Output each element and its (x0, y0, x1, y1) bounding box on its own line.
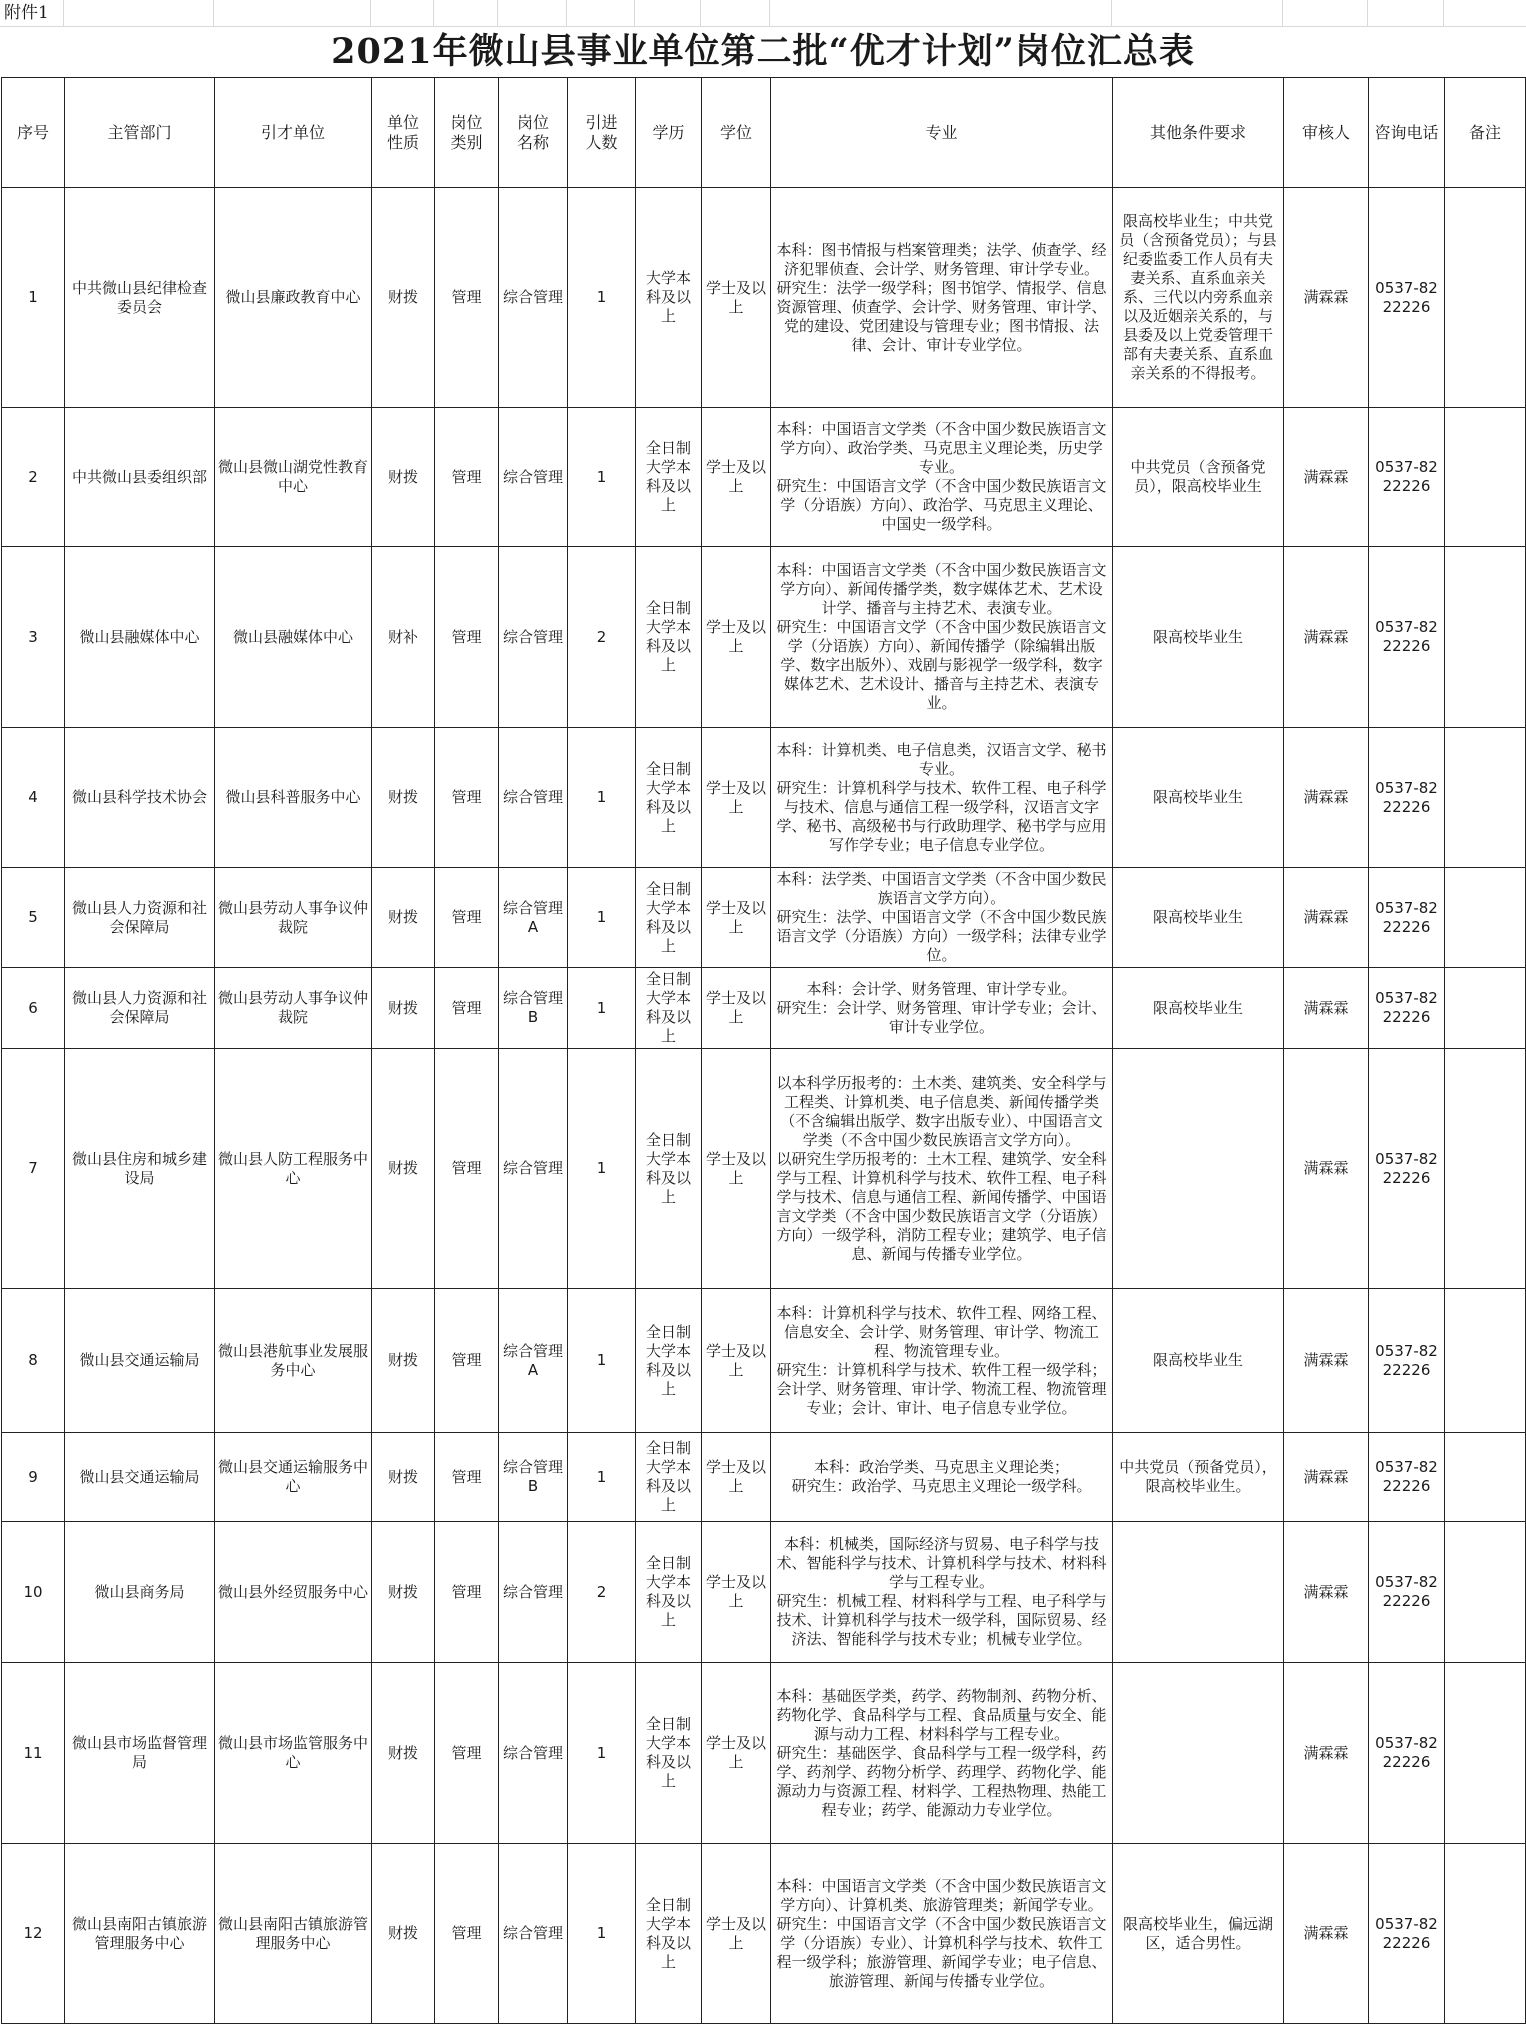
cell-conditions (1113, 1049, 1284, 1289)
cell-unit: 微山县交通运输服务中心 (215, 1433, 372, 1522)
cell-category: 管理 (435, 1289, 499, 1433)
cell-unit: 微山县人防工程服务中心 (215, 1049, 372, 1289)
header-phone: 咨询电话 (1369, 78, 1445, 188)
grid-divider (497, 0, 498, 26)
cell-nature: 财拨 (372, 968, 435, 1049)
cell-degree: 学士及以上 (702, 1049, 771, 1289)
header-nature-label: 单位性质 (386, 112, 419, 152)
cell-seq: 9 (2, 1433, 65, 1522)
cell-dept: 微山县交通运输局 (65, 1433, 215, 1522)
cell-degree: 学士及以上 (702, 188, 771, 408)
cell-reviewer: 满霖霖 (1284, 868, 1369, 968)
cell-education: 全日制大学本科及以上 (636, 1522, 702, 1663)
cell-seq: 6 (2, 968, 65, 1049)
cell-remark (1445, 1049, 1526, 1289)
cell-degree: 学士及以上 (702, 1289, 771, 1433)
cell-reviewer: 满霖霖 (1284, 968, 1369, 1049)
table-row (2, 868, 1526, 968)
cell-unit: 微山县港航事业发展服务中心 (215, 1289, 372, 1433)
cell-phone: 0537-8222226 (1369, 1433, 1445, 1522)
cell-major: 本科：会计学、财务管理、审计学专业。 研究生：会计学、财务管理、审计学专业；会计、审计专业学位。 (771, 968, 1113, 1049)
grid-divider (433, 0, 434, 26)
cell-category: 管理 (435, 728, 499, 868)
cell-degree: 学士及以上 (702, 408, 771, 547)
cell-degree: 学士及以上 (702, 868, 771, 968)
cell-dept: 微山县科学技术协会 (65, 728, 215, 868)
cell-conditions (1113, 1522, 1284, 1663)
cell-phone: 0537-8222226 (1369, 547, 1445, 728)
cell-nature: 财拨 (372, 868, 435, 968)
cell-phone: 0537-8222226 (1369, 188, 1445, 408)
cell-education: 全日制大学本科及以上 (636, 728, 702, 868)
cell-post: 综合管理 (499, 547, 568, 728)
cell-degree: 学士及以上 (702, 1522, 771, 1663)
cell-remark (1445, 1844, 1526, 2024)
cell-major: 本科：图书情报与档案管理类；法学、侦查学、经济犯罪侦查、会计学、财务管理、审计学专业。 研究生：法学一级学科；图书馆学、情报学、信息资源管理、侦查学、会计学、财务管理、审计学、党的建设、党团建设与管理专业；图书情报、法律、会计、审计专业学位。 (771, 188, 1113, 408)
cell-major: 以本科学历报考的：土木类、建筑类、安全科学与工程类、计算机类、电子信息类、新闻传播学类（不含编辑出版学、数字出版专业）、中国语言文学类（不含中国少数民族语言文学方向）。 以研究生学历报考的：土木工程、建筑学、安全科学与工程、计算机科学与技术、软件工程、电子科学与技术、信息与通信工程、新闻传播学、中国语言文学类（不含中国少数民族语言文学（分语族）方向）一级学科，消防工程专业；建筑学、电子信息、新闻与传播专业学位。 (771, 1049, 1113, 1289)
positions-table (1, 77, 1526, 2024)
cell-education: 全日制大学本科及以上 (636, 868, 702, 968)
cell-category: 管理 (435, 1049, 499, 1289)
cell-count: 1 (568, 188, 636, 408)
cell-reviewer: 满霖霖 (1284, 1522, 1369, 1663)
cell-reviewer: 满霖霖 (1284, 1663, 1369, 1844)
cell-reviewer: 满霖霖 (1284, 547, 1369, 728)
cell-unit: 微山县市场监管服务中心 (215, 1663, 372, 1844)
cell-conditions: 中共党员（含预备党员），限高校毕业生 (1113, 408, 1284, 547)
cell-unit: 微山县科普服务中心 (215, 728, 372, 868)
cell-post: 综合管理B (499, 1433, 568, 1522)
cell-phone: 0537-8222226 (1369, 1663, 1445, 1844)
header-category-label: 岗位类别 (450, 112, 483, 152)
cell-count: 2 (568, 547, 636, 728)
header-dept: 主管部门 (65, 78, 215, 188)
table-row (2, 1289, 1526, 1433)
cell-conditions: 限高校毕业生 (1113, 868, 1284, 968)
cell-category: 管理 (435, 868, 499, 968)
cell-unit: 微山县劳动人事争议仲裁院 (215, 868, 372, 968)
table-row (2, 1522, 1526, 1663)
cell-category: 管理 (435, 1522, 499, 1663)
cell-unit: 微山县廉政教育中心 (215, 188, 372, 408)
cell-phone: 0537-8222226 (1369, 728, 1445, 868)
cell-unit: 微山县劳动人事争议仲裁院 (215, 968, 372, 1049)
cell-degree: 学士及以上 (702, 547, 771, 728)
cell-seq: 10 (2, 1522, 65, 1663)
cell-count: 2 (568, 1522, 636, 1663)
table-row (2, 1049, 1526, 1289)
cell-category: 管理 (435, 1663, 499, 1844)
table-row (2, 1844, 1526, 2024)
cell-dept: 微山县人力资源和社会保障局 (65, 968, 215, 1049)
cell-seq: 2 (2, 408, 65, 547)
cell-seq: 11 (2, 1663, 65, 1844)
attachment-label: 附件1 (4, 3, 49, 23)
cell-degree: 学士及以上 (702, 1663, 771, 1844)
cell-conditions: 限高校毕业生 (1113, 728, 1284, 868)
cell-reviewer: 满霖霖 (1284, 408, 1369, 547)
table-row (2, 408, 1526, 547)
cell-post: 综合管理A (499, 868, 568, 968)
cell-remark (1445, 188, 1526, 408)
cell-post: 综合管理A (499, 1289, 568, 1433)
cell-education: 全日制大学本科及以上 (636, 1663, 702, 1844)
cell-conditions: 限高校毕业生；中共党员（含预备党员）；与县纪委监委工作人员有夫妻关系、直系血亲关系、三代以内旁系血亲以及近姻亲关系的，与县委及以上党委管理干部有夫妻关系、直系血亲关系的不得报考。 (1113, 188, 1284, 408)
grid-divider (634, 0, 635, 26)
cell-unit: 微山县微山湖党性教育中心 (215, 408, 372, 547)
cell-reviewer: 满霖霖 (1284, 1844, 1369, 2024)
cell-dept: 微山县市场监督管理局 (65, 1663, 215, 1844)
cell-post: 综合管理 (499, 188, 568, 408)
table-header-row (2, 78, 1526, 188)
grid-divider (370, 0, 371, 26)
header-category (435, 78, 499, 188)
cell-degree: 学士及以上 (702, 728, 771, 868)
cell-post: 综合管理 (499, 1663, 568, 1844)
header-nature (372, 78, 435, 188)
cell-nature: 财拨 (372, 728, 435, 868)
cell-dept: 中共微山县委组织部 (65, 408, 215, 547)
cell-category: 管理 (435, 1433, 499, 1522)
grid-divider (213, 0, 214, 26)
cell-post: 综合管理B (499, 968, 568, 1049)
table-row (2, 547, 1526, 728)
cell-nature: 财拨 (372, 1049, 435, 1289)
cell-reviewer: 满霖霖 (1284, 728, 1369, 868)
grid-divider (1367, 0, 1368, 26)
cell-education: 大学本科及以上 (636, 188, 702, 408)
cell-seq: 8 (2, 1289, 65, 1433)
cell-education: 全日制大学本科及以上 (636, 1844, 702, 2024)
page-title: 2021年微山县事业单位第二批“优才计划”岗位汇总表 (331, 31, 1195, 72)
cell-major: 本科：计算机类、电子信息类，汉语言文学、秘书专业。 研究生：计算机科学与技术、软件工程、电子科学与技术、信息与通信工程一级学科，汉语言文字学、秘书、高级秘书与行政助理学、秘书学与应用写作学专业；电子信息专业学位。 (771, 728, 1113, 868)
cell-major: 本科：计算机科学与技术、软件工程、网络工程、信息安全、会计学、财务管理、审计学、物流工程、物流管理专业。 研究生：计算机科学与技术、软件工程一级学科；会计学、财务管理、审计学、物流工程、物流管理专业；会计、审计、电子信息专业学位。 (771, 1289, 1113, 1433)
grid-divider (769, 0, 770, 26)
cell-reviewer: 满霖霖 (1284, 188, 1369, 408)
cell-dept: 微山县住房和城乡建设局 (65, 1049, 215, 1289)
cell-seq: 3 (2, 547, 65, 728)
cell-education: 全日制大学本科及以上 (636, 968, 702, 1049)
cell-education: 全日制大学本科及以上 (636, 1433, 702, 1522)
cell-unit: 微山县南阳古镇旅游管理服务中心 (215, 1844, 372, 2024)
header-major: 专业 (771, 78, 1113, 188)
cell-category: 管理 (435, 188, 499, 408)
cell-dept: 微山县商务局 (65, 1522, 215, 1663)
header-education: 学历 (636, 78, 702, 188)
cell-seq: 1 (2, 188, 65, 408)
header-post (499, 78, 568, 188)
cell-reviewer: 满霖霖 (1284, 1289, 1369, 1433)
cell-education: 全日制大学本科及以上 (636, 408, 702, 547)
cell-remark (1445, 1663, 1526, 1844)
cell-nature: 财拨 (372, 1289, 435, 1433)
cell-remark (1445, 968, 1526, 1049)
cell-phone: 0537-8222226 (1369, 408, 1445, 547)
cell-category: 管理 (435, 547, 499, 728)
attachment-bar (0, 0, 1526, 26)
cell-major: 本科：中国语言文学类（不含中国少数民族语言文学方向）、政治学类、马克思主义理论类，历史学专业。 研究生：中国语言文学（不含中国少数民族语言文学（分语族）方向）、政治学、马克思主义理论、中国史一级学科。 (771, 408, 1113, 547)
header-unit: 引才单位 (215, 78, 372, 188)
cell-remark (1445, 1522, 1526, 1663)
cell-degree: 学士及以上 (702, 968, 771, 1049)
table-body (2, 188, 1526, 2024)
cell-education: 全日制大学本科及以上 (636, 547, 702, 728)
cell-count: 1 (568, 1663, 636, 1844)
cell-post: 综合管理 (499, 1844, 568, 2024)
cell-seq: 12 (2, 1844, 65, 2024)
cell-major: 本科：机械类，国际经济与贸易、电子科学与技术、智能科学与技术、计算机科学与技术、材料科学与工程专业。 研究生：机械工程、材料科学与工程、电子科学与技术、计算机科学与技术一级学科，国际贸易、经济法、智能科学与技术专业；机械专业学位。 (771, 1522, 1113, 1663)
cell-seq: 4 (2, 728, 65, 868)
cell-remark (1445, 868, 1526, 968)
cell-count: 1 (568, 1844, 636, 2024)
cell-remark (1445, 547, 1526, 728)
cell-conditions: 中共党员（预备党员），限高校毕业生。 (1113, 1433, 1284, 1522)
cell-major: 本科：政治学类、马克思主义理论类； 研究生：政治学、马克思主义理论一级学科。 (771, 1433, 1113, 1522)
header-post-label: 岗位名称 (516, 112, 549, 152)
cell-education: 全日制大学本科及以上 (636, 1049, 702, 1289)
cell-unit: 微山县融媒体中心 (215, 547, 372, 728)
cell-nature: 财拨 (372, 188, 435, 408)
cell-dept: 微山县南阳古镇旅游管理服务中心 (65, 1844, 215, 2024)
cell-count: 1 (568, 728, 636, 868)
cell-post: 综合管理 (499, 728, 568, 868)
cell-reviewer: 满霖霖 (1284, 1049, 1369, 1289)
header-count-label: 引进人数 (585, 112, 618, 152)
cell-post: 综合管理 (499, 408, 568, 547)
cell-phone: 0537-8222226 (1369, 968, 1445, 1049)
cell-count: 1 (568, 1433, 636, 1522)
cell-count: 1 (568, 1049, 636, 1289)
header-reviewer: 审核人 (1284, 78, 1369, 188)
header-remark: 备注 (1445, 78, 1526, 188)
header-count (568, 78, 636, 188)
cell-count: 1 (568, 1289, 636, 1433)
cell-category: 管理 (435, 968, 499, 1049)
cell-category: 管理 (435, 408, 499, 547)
cell-count: 1 (568, 968, 636, 1049)
cell-major: 本科：法学类、中国语言文学类（不含中国少数民族语言文学方向）。 研究生：法学、中国语言文学（不含中国少数民族语言文学（分语族）方向）一级学科；法律专业学位。 (771, 868, 1113, 968)
cell-conditions: 限高校毕业生 (1113, 968, 1284, 1049)
cell-phone: 0537-8222226 (1369, 1289, 1445, 1433)
cell-phone: 0537-8222226 (1369, 1522, 1445, 1663)
cell-dept: 微山县交通运输局 (65, 1289, 215, 1433)
cell-dept: 微山县融媒体中心 (65, 547, 215, 728)
table-row (2, 968, 1526, 1049)
cell-nature: 财补 (372, 547, 435, 728)
grid-divider (63, 0, 64, 26)
table-row (2, 728, 1526, 868)
cell-major: 本科：中国语言文学类（不含中国少数民族语言文学方向）、新闻传播学类，数字媒体艺术、艺术设计学、播音与主持艺术、表演专业。 研究生：中国语言文学（不含中国少数民族语言文学（分语族）方向）、新闻传播学（除编辑出版学、数字出版外）、戏剧与影视学一级学科，数字媒体艺术、艺术设计、播音与主持艺术、表演专业。 (771, 547, 1113, 728)
cell-phone: 0537-8222226 (1369, 1844, 1445, 2024)
cell-nature: 财拨 (372, 1844, 435, 2024)
cell-remark (1445, 728, 1526, 868)
table-row (2, 188, 1526, 408)
cell-count: 1 (568, 868, 636, 968)
cell-remark (1445, 1433, 1526, 1522)
cell-post: 综合管理 (499, 1522, 568, 1663)
header-degree: 学位 (702, 78, 771, 188)
table-row (2, 1663, 1526, 1844)
cell-dept: 中共微山县纪律检查委员会 (65, 188, 215, 408)
header-seq: 序号 (2, 78, 65, 188)
cell-remark (1445, 408, 1526, 547)
cell-conditions: 限高校毕业生，偏远湖区，适合男性。 (1113, 1844, 1284, 2024)
cell-conditions (1113, 1663, 1284, 1844)
cell-dept: 微山县人力资源和社会保障局 (65, 868, 215, 968)
grid-divider (566, 0, 567, 26)
cell-phone: 0537-8222226 (1369, 868, 1445, 968)
cell-conditions: 限高校毕业生 (1113, 547, 1284, 728)
cell-seq: 5 (2, 868, 65, 968)
cell-reviewer: 满霖霖 (1284, 1433, 1369, 1522)
cell-post: 综合管理 (499, 1049, 568, 1289)
cell-major: 本科：基础医学类，药学、药物制剂、药物分析、药物化学、食品科学与工程、食品质量与安全、能源与动力工程、材料科学与工程专业。 研究生：基础医学、食品科学与工程一级学科，药学、药剂学、药物分析学、药理学、药物化学、能源动力与资源工程、材料学、工程热物理、热能工程专业；药学、能源动力专业学位。 (771, 1663, 1113, 1844)
cell-seq: 7 (2, 1049, 65, 1289)
cell-degree: 学士及以上 (702, 1433, 771, 1522)
cell-major: 本科：中国语言文学类（不含中国少数民族语言文学方向）、计算机类、旅游管理类；新闻学专业。 研究生：中国语言文学（不含中国少数民族语言文学（分语族）专业）、计算机科学与技术、软件工程一级学科；旅游管理、新闻学专业；电子信息、旅游管理、新闻与传播专业学位。 (771, 1844, 1113, 2024)
header-conditions: 其他条件要求 (1113, 78, 1284, 188)
grid-divider (1443, 0, 1444, 26)
cell-education: 全日制大学本科及以上 (636, 1289, 702, 1433)
cell-phone: 0537-8222226 (1369, 1049, 1445, 1289)
grid-divider (1282, 0, 1283, 26)
grid-divider (1111, 0, 1112, 26)
cell-category: 管理 (435, 1844, 499, 2024)
grid-divider (0, 26, 1526, 27)
cell-remark (1445, 1289, 1526, 1433)
cell-nature: 财拨 (372, 408, 435, 547)
cell-nature: 财拨 (372, 1433, 435, 1522)
cell-nature: 财拨 (372, 1522, 435, 1663)
cell-conditions: 限高校毕业生 (1113, 1289, 1284, 1433)
table-row (2, 1433, 1526, 1522)
cell-nature: 财拨 (372, 1663, 435, 1844)
grid-divider (700, 0, 701, 26)
cell-count: 1 (568, 408, 636, 547)
cell-degree: 学士及以上 (702, 1844, 771, 2024)
cell-unit: 微山县外经贸服务中心 (215, 1522, 372, 1663)
